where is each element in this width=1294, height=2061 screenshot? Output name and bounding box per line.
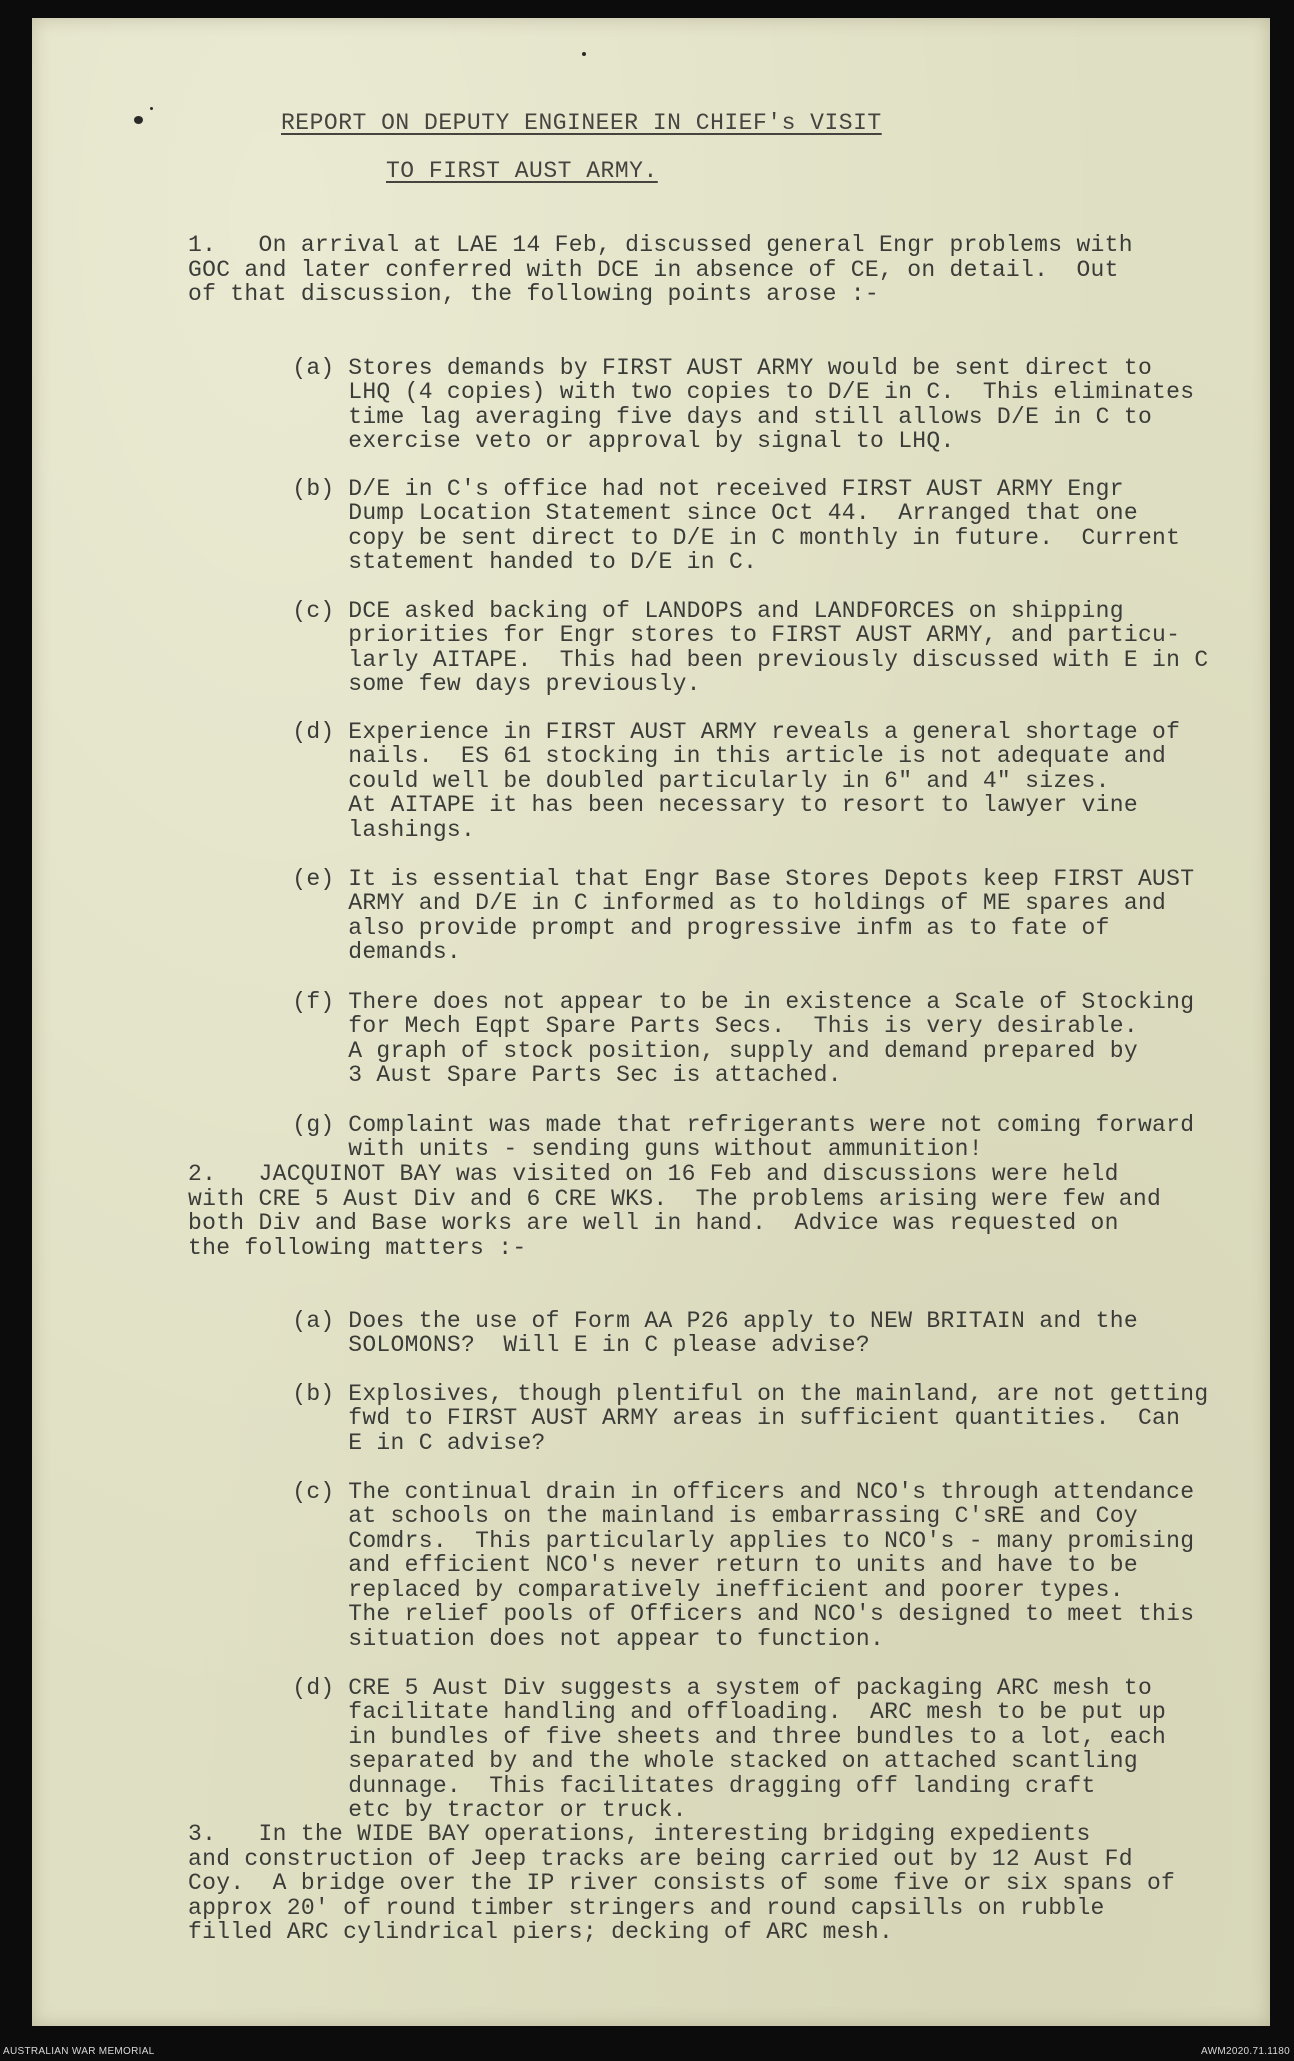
item-label: (d): [292, 718, 335, 745]
item-text: Stores demands by FIRST AUST ARMY would be sent direct to LHQ (4 copies) with two copies to D/E in C. This eliminates time lag averaging five days and still allows D/E in C to exercise veto or approval by signal to LHQ.: [348, 354, 1195, 454]
footer-source: AUSTRALIAN WAR MEMORIAL: [3, 2046, 155, 2057]
list-item: [264, 1651, 1166, 1823]
item-label: (b): [292, 1380, 335, 1407]
footer-reference: AWM2020.71.1180: [1201, 2046, 1290, 2057]
item-label: (b): [292, 475, 335, 502]
list-item: [264, 574, 1208, 697]
item-label: (a): [292, 1307, 335, 1334]
list-item: [264, 331, 1194, 454]
item-text: CRE 5 Aust Div suggests a system of packaging ARC mesh to facilitate handling and offloading. ARC mesh to be put up in bundles of five sheets and three bundles to a lot, each separated by and the whole stacked on attached scantling dunnage. This facilitates dragging off landing craft etc by tractor or truck.: [348, 1674, 1167, 1823]
item-text: There does not appear to be in existence a Scale of Stocking for Mech Eqpt Spare Parts Secs. This is very desirable. A graph of stock position, supply and demand prepared by 3 Aust Spare Parts Sec is attached.: [348, 988, 1195, 1088]
list-item: [264, 842, 1194, 965]
report-subtitle: TO FIRST AUST ARMY.: [386, 158, 658, 184]
list-item: [264, 1357, 1208, 1455]
ink-mark: [150, 107, 153, 110]
ink-mark: [582, 52, 586, 56]
item-label: (c): [292, 597, 335, 624]
report-title: REPORT ON DEPUTY ENGINEER IN CHIEF's VISIT: [281, 110, 882, 136]
item-text: The continual drain in officers and NCO's through attendance at schools on the mainland is embarrassing C'sRE and Coy Comdrs. This particularly applies to NCO's - many promising and efficient NCO's never return to units and have to be replaced by comparatively inefficient and poorer types. The relief pools of Officers and NCO's designed to meet this situation does not appear to function.: [348, 1478, 1195, 1652]
list-item: [264, 452, 1180, 575]
item-text: D/E in C's office had not received FIRST AUST ARMY Engr Dump Location Statement since Oct 44. Arranged that one copy be sent direct to D/E in C monthly in future. Current statement handed to D/E in C.: [348, 475, 1181, 575]
item-label: (a): [292, 354, 335, 381]
list-item: [264, 965, 1194, 1088]
ink-mark: [134, 116, 143, 124]
item-text: Complaint was made that refrigerants were not coming forward with units - sending guns without ammunition!: [348, 1111, 1195, 1162]
list-item: [264, 1088, 1194, 1162]
item-label: (c): [292, 1478, 335, 1505]
item-label: (e): [292, 865, 335, 892]
item-label: (f): [292, 988, 335, 1015]
item-text: Explosives, though plentiful on the mainland, are not getting fwd to FIRST AUST ARMY areas in sufficient quantities. Can E in C advise?: [348, 1380, 1209, 1456]
paragraph-3: 3. In the WIDE BAY operations, interesting bridging expedients and construction of Jeep tracks are being carried out by 12 Aust Fd Coy. A bridge over the IP river consists of some five or six spans of approx 20' of round timber stringers and round capsills on rubble filled ARC cylindrical piers; decking of ARC mesh.: [188, 1821, 1176, 1945]
item-label: (d): [292, 1674, 335, 1701]
list-item: [264, 1455, 1194, 1651]
item-text: Experience in FIRST AUST ARMY reveals a general shortage of nails. ES 61 stocking in this article is not adequate and could well be doubled particularly in 6" and 4" sizes. At AITAPE it has been necessary to resort to lawyer vine lashings.: [348, 718, 1181, 843]
paragraph-1: 1. On arrival at LAE 14 Feb, discussed general Engr problems with GOC and later conferred with DCE in absence of CE, on detail. Out of that discussion, the following points arose :-: [188, 232, 1133, 307]
item-text: It is essential that Engr Base Stores Depots keep FIRST AUST ARMY and D/E in C informed as to holdings of ME spares and also provide prompt and progressive infm as to fate of demands.: [348, 865, 1195, 965]
item-text: DCE asked backing of LANDOPS and LANDFORCES on shipping priorities for Engr stores to FIRST AUST ARMY, and particu- larly AITAPE. This had been previously discussed with E in C some few days previously.: [348, 597, 1209, 697]
item-text: Does the use of Form AA P26 apply to NEW BRITAIN and the SOLOMONS? Will E in C please advise?: [348, 1307, 1138, 1358]
paragraph-2: 2. JACQUINOT BAY was visited on 16 Feb and discussions were held with CRE 5 Aust Div and 6 CRE WKS. The problems arising were few and both Div and Base works are well in hand. Advice was requested on the following matters :-: [188, 1161, 1162, 1261]
list-item: [264, 1284, 1138, 1358]
item-label: (g): [292, 1111, 335, 1138]
list-item: [264, 695, 1180, 842]
